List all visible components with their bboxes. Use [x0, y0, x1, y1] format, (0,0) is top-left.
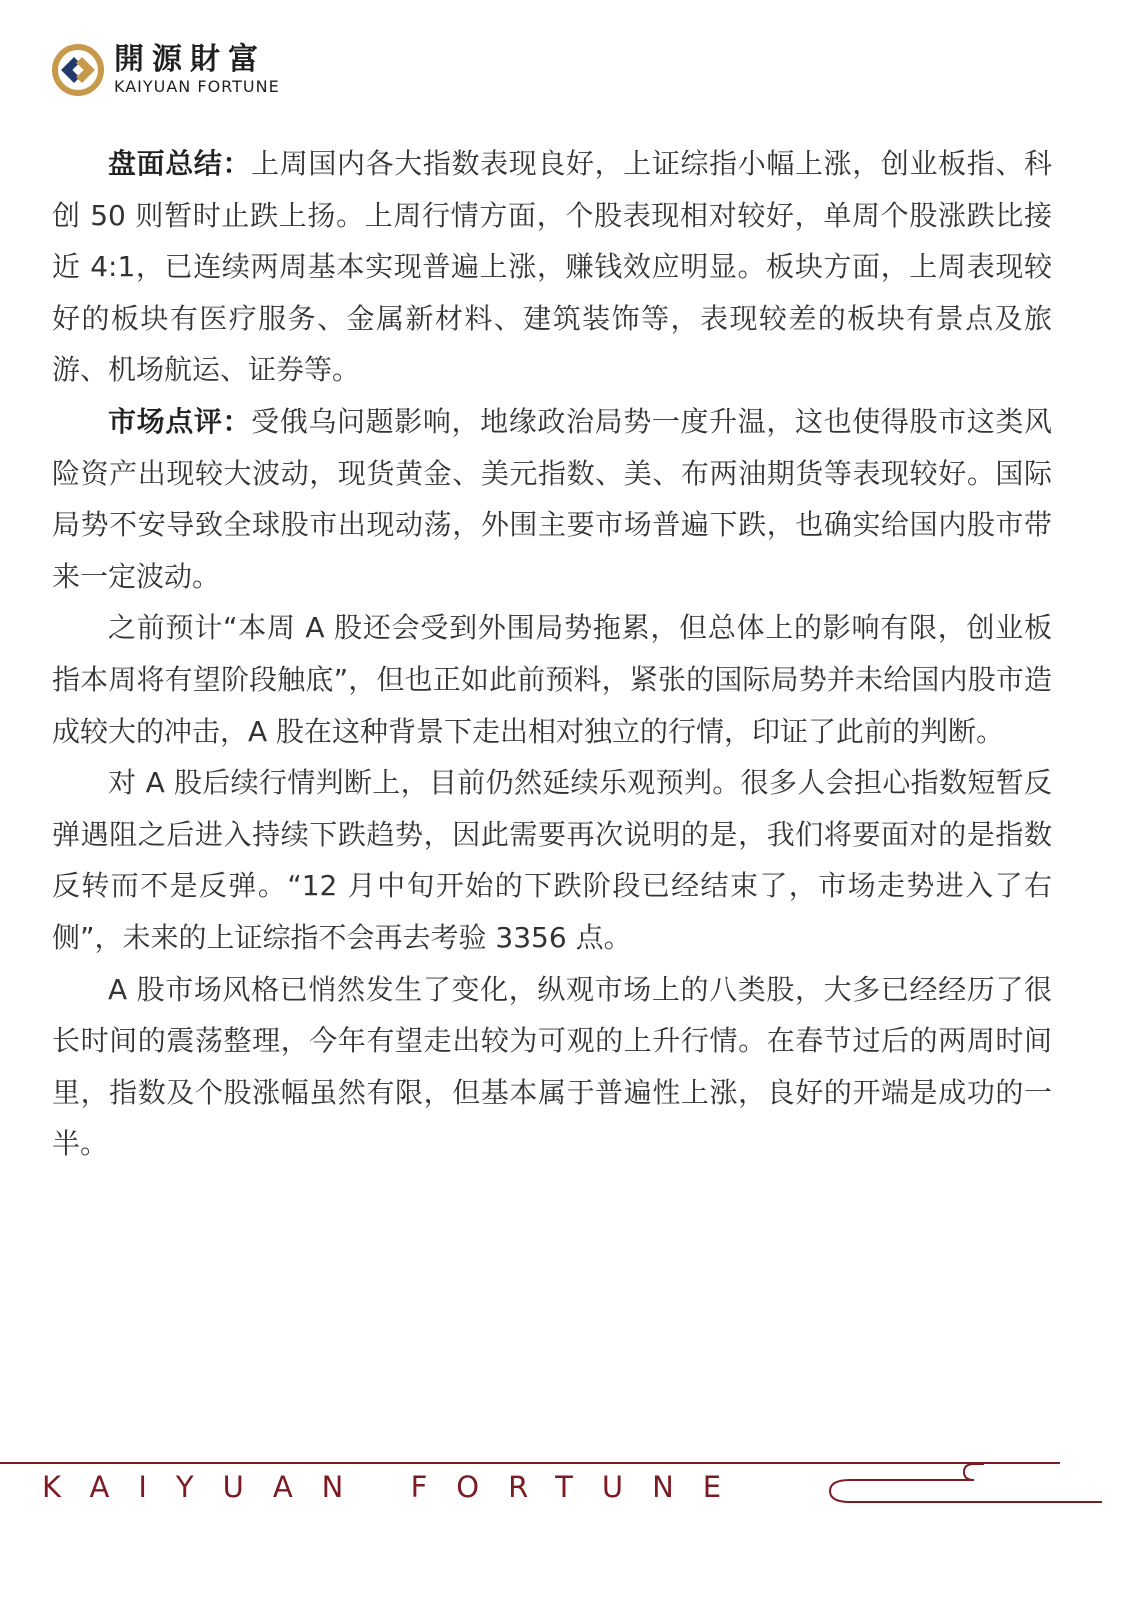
- paragraph-market-comment: [52, 396, 1052, 602]
- kaiyuan-emblem-icon: [52, 44, 104, 96]
- footer-brand-text: KAIYUAN FORTUNE: [42, 1470, 751, 1504]
- paragraph-lead: 盘面总结：: [108, 147, 252, 180]
- paragraph-market-summary: [52, 138, 1052, 396]
- logo-english-name: KAIYUAN FORTUNE: [114, 77, 280, 96]
- paragraph-lead: 市场点评：: [108, 404, 252, 438]
- paragraph-style-shift: [52, 964, 1052, 1170]
- paragraph-text: 受俄乌问题影响，地缘政治局势一度升温，这也使得股市这类风险资产出现较大波动，现货黄金、美元指数、美、布两油期货等表现较好。国际局势不安导致全球股市出现动荡，外围主要市场普遍下跌，也确实给国内股市带来一定波动。: [52, 404, 1052, 593]
- report-body: [52, 138, 1052, 1170]
- paragraph-text: A 股市场风格已悄然发生了变化，纵观市场上的八类股，大多已经经历了很长时间的震荡整理，今年有望走出较为可观的上升行情。在春节过后的两周时间里，指数及个股涨幅虽然有限，但基本属于普遍性上涨，良好的开端是成功的一半。: [52, 972, 1052, 1161]
- paragraph-text: 之前预计“本周 A 股还会受到外围局势拖累，但总体上的影响有限，创业板指本周将有望阶段触底”，但也正如此前预料，紧张的国际局势并未给国内股市造成较大的冲击，A 股在这种背景下走出相对独立的行情，印证了此前的判断。: [52, 611, 1052, 748]
- company-logo: [52, 42, 280, 98]
- footer-swoosh-icon: [824, 1458, 1104, 1506]
- paragraph-text: 对 A 股后续行情判断上，目前仍然延续乐观预判。很多人会担心指数短暂反弹遇阻之后进入持续下跌趋势，因此需要再次说明的是，我们将要面对的是指数反转而不是反弹。“12 月中旬开始的下跌阶段已经结束了，市场走势进入了右侧”，未来的上证综指不会再去考验 3356 点。: [52, 766, 1052, 954]
- logo-chinese-name: 開源財富: [114, 42, 266, 77]
- paragraph-outlook: [52, 757, 1052, 963]
- paragraph-text: 上周国内各大指数表现良好，上证综指小幅上涨，创业板指、科创 50 则暂时止跌上扬。上周行情方面，个股表现相对较好，单周个股涨跌比接近 4:1，已连续两周基本实现普遍上涨，赚钱效应明显。板块方面，上周表现较好的板块有医疗服务、金属新材料、建筑装饰等，表现较差的板块有景点及旅游、机场航运、证券等。: [52, 147, 1052, 387]
- paragraph-prior-forecast: [52, 602, 1052, 757]
